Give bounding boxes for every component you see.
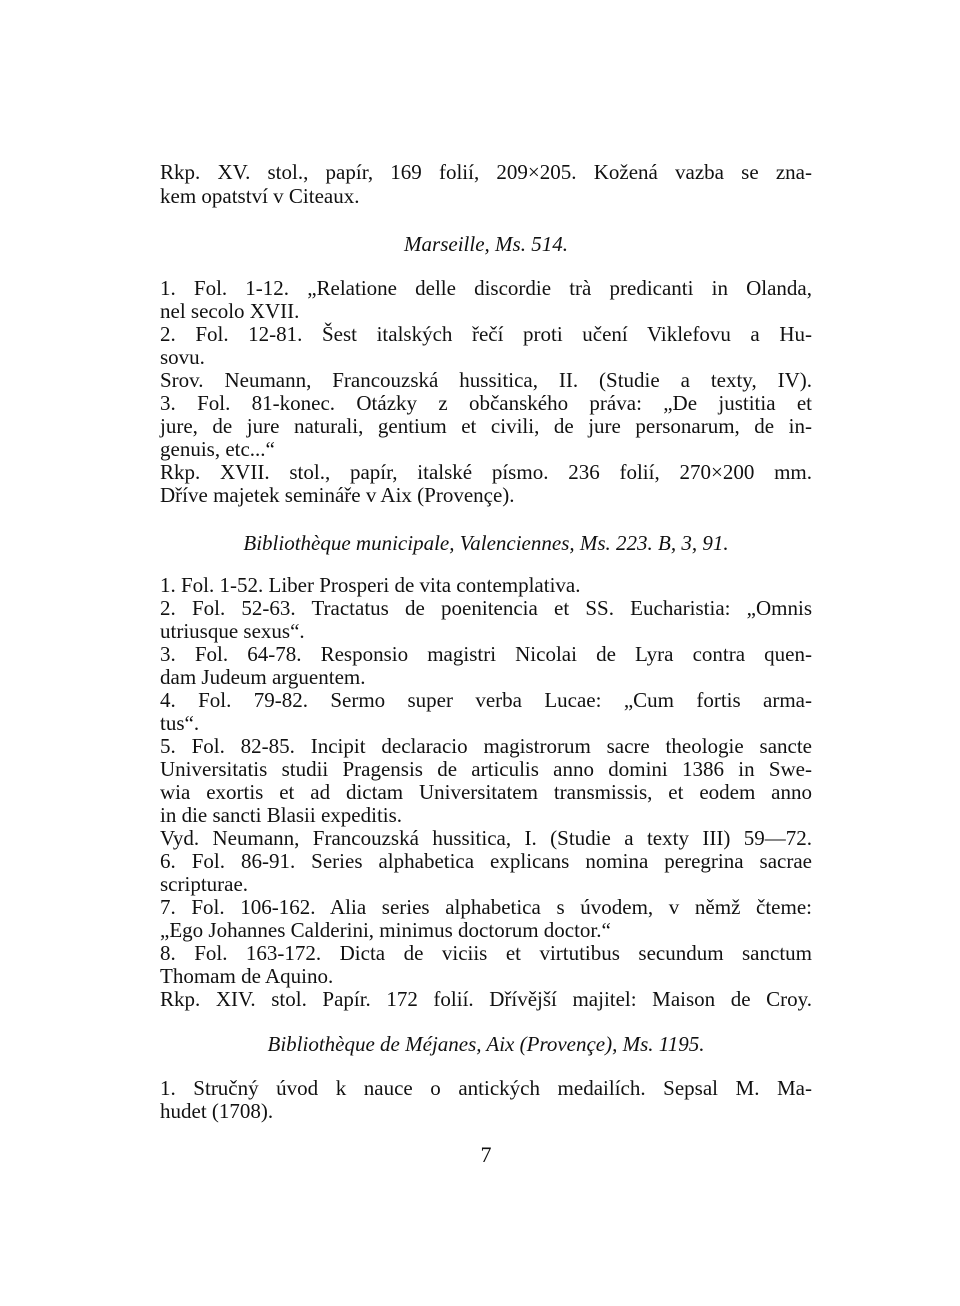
text-line: nel secolo XVII. <box>160 299 300 323</box>
text-line: scripturae. <box>160 872 249 896</box>
text-line: 2. Fol. 12-81. Šest italských řečí proti učení Viklefovu a Hu- <box>160 322 812 346</box>
text-line: 2. Fol. 52-63. Tractatus de poenitencia et SS. Eucharistia: „Omnis <box>160 596 812 620</box>
text-line: 7. Fol. 106-162. Alia series alphabetica s úvodem, v němž čteme: <box>160 895 812 919</box>
text-line: 5. Fol. 82-85. Incipit declaracio magistrorum sacre theologie sancte <box>160 734 812 758</box>
text-line: Rkp. XVII. stol., papír, italské písmo. 236 folií, 270×200 mm. <box>160 460 812 484</box>
text-line: 3. Fol. 81-konec. Otázky z občanského práva: „De justitia et <box>160 391 812 415</box>
text-line: dam Judeum arguentem. <box>160 665 366 689</box>
text-line: in die sancti Blasii expeditis. <box>160 803 403 827</box>
text-line: utriusque sexus“. <box>160 619 305 643</box>
text-line: Rkp. XV. stol., papír, 169 folií, 209×205. Kožená vazba se zna- <box>160 160 812 184</box>
text-line: 1. Stručný úvod k nauce o antických medailích. Sepsal M. Ma- <box>160 1076 812 1100</box>
text-line: Rkp. XIV. stol. Papír. 172 folií. Dřívější majitel: Maison de Croy. <box>160 987 812 1011</box>
text-line: „Ego Johannes Calderini, minimus doctorum doctor.“ <box>160 918 611 942</box>
text-line: tus“. <box>160 711 200 735</box>
text-line: Dříve majetek semináře v Aix (Provençe). <box>160 483 515 507</box>
text-line: kem opatství v Citeaux. <box>160 184 360 208</box>
text-line: genuis, etc...“ <box>160 437 275 461</box>
text-line: sovu. <box>160 345 205 369</box>
text-line: wia exortis et ad dictam Universitatem transmissis, et eodem anno <box>160 780 812 804</box>
text-line: 3. Fol. 64-78. Responsio magistri Nicolai de Lyra contra quen- <box>160 642 812 666</box>
text-line: 8. Fol. 163-172. Dicta de viciis et virtutibus secundum sanctum <box>160 941 812 965</box>
section-heading: Bibliothèque de Méjanes, Aix (Provençe), Ms. 1195. <box>267 1032 705 1056</box>
text-line: Universitatis studii Pragensis de articulis anno domini 1386 in Swe- <box>160 757 812 781</box>
text-line: 1. Fol. 1-52. Liber Prosperi de vita contemplativa. <box>160 573 581 597</box>
text-line: Vyd. Neumann, Francouzská hussitica, I. (Studie a texty III) 59—72. <box>160 826 812 850</box>
text-line: jure, de jure naturali, gentium et civili, de jure personarum, de in- <box>160 414 812 438</box>
text-line: 1. Fol. 1-12. „Relatione delle discordie trà predicanti in Olanda, <box>160 276 812 300</box>
text-line: Thomam de Aquino. <box>160 964 334 988</box>
text-line: hudet (1708). <box>160 1099 274 1123</box>
section-heading: Bibliothèque municipale, Valenciennes, Ms. 223. B, 3, 91. <box>243 531 729 555</box>
section-heading: Marseille, Ms. 514. <box>404 232 568 256</box>
text-line: Srov. Neumann, Francouzská hussitica, II. (Studie a texty, IV). <box>160 368 812 392</box>
text-line: 4. Fol. 79-82. Sermo super verba Lucae: „Cum fortis arma- <box>160 688 812 712</box>
page-number: 7 <box>480 1142 492 1167</box>
text-line: 6. Fol. 86-91. Series alphabetica explicans nomina peregrina sacrae <box>160 849 812 873</box>
